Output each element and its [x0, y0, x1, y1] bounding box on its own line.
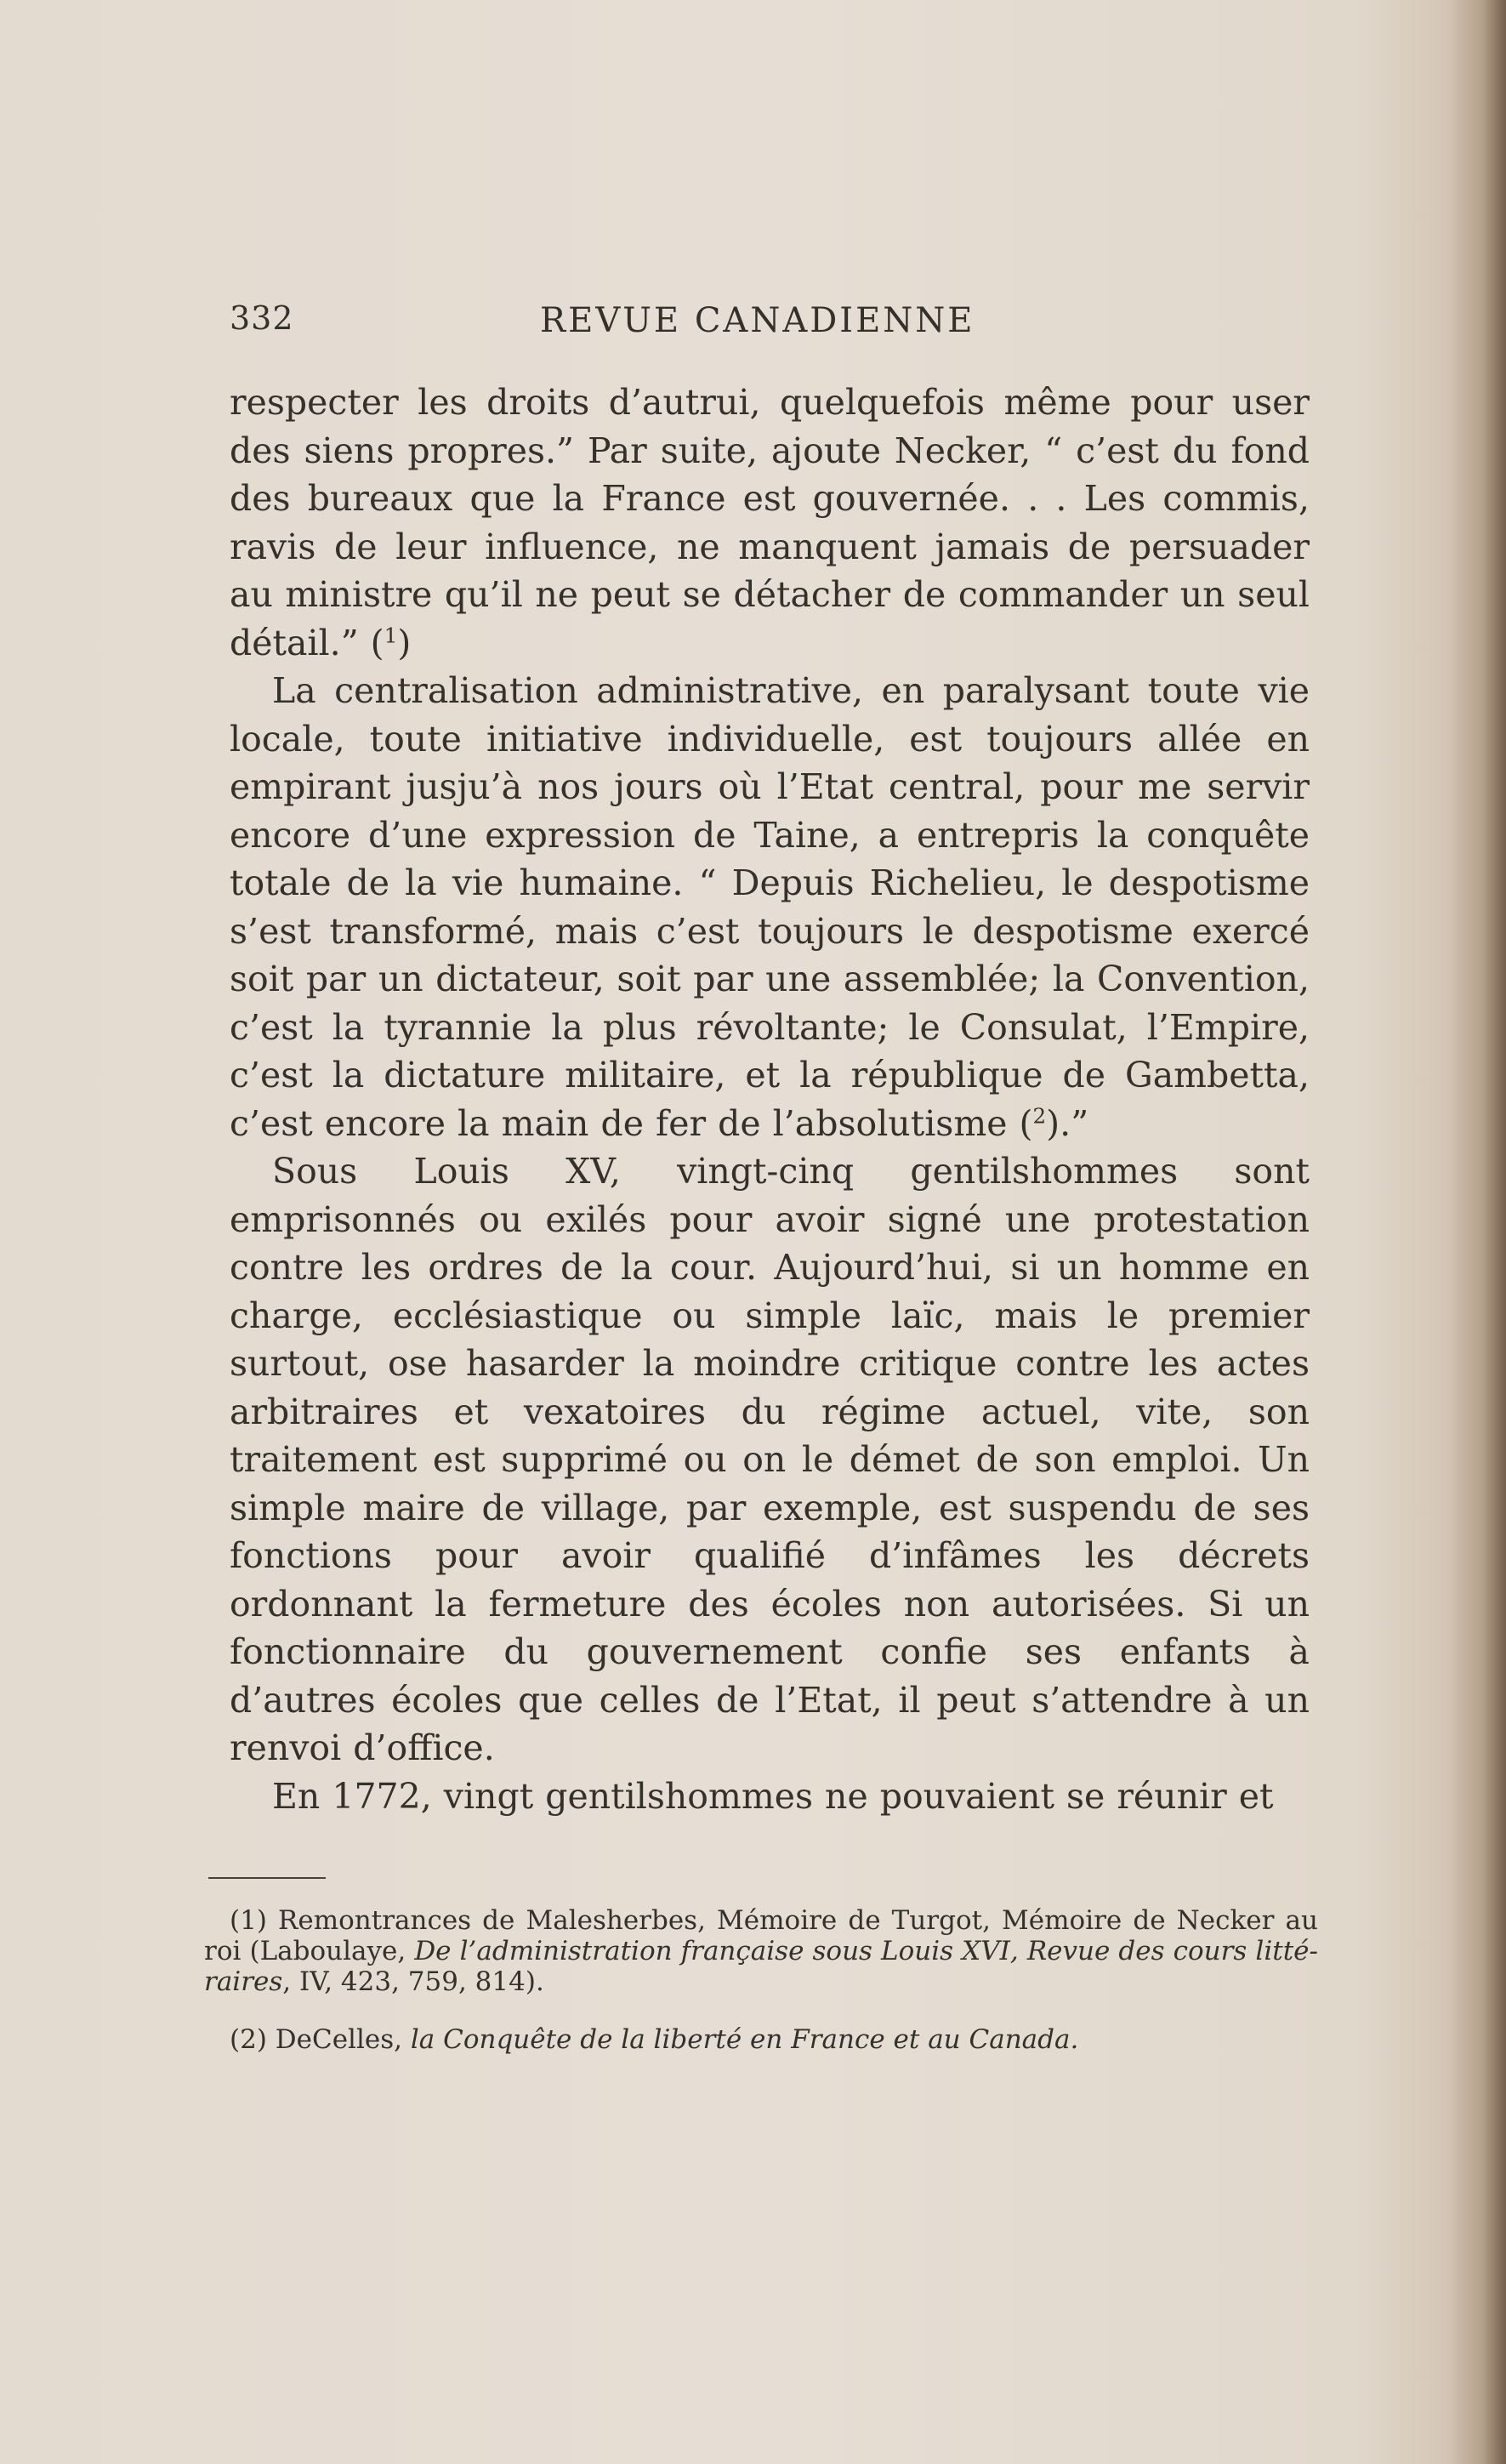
paragraph-1 — [230, 378, 1310, 667]
page-header — [230, 299, 1310, 350]
footnote-ref-2: 2 — [1032, 1102, 1047, 1128]
footnote-2-author: DeCelles, — [275, 2024, 411, 2055]
paragraph-1-text: respecter les droits d’autrui, quelquefois même pour user des siens propres.” Par suite, ajoute Necker, “ c’est du fond des bureaux que la France est gouvernée. . . Les commis, ravis de leur influence, ne manquent jamais de persuader au ministre qu’il ne peut se détacher de commander un seul détail.” ( — [230, 382, 1310, 663]
footnote-rule — [208, 1877, 326, 1879]
paragraph-1-close: ) — [397, 622, 412, 663]
page-number: 332 — [230, 299, 294, 337]
page-edge-shadow — [1446, 0, 1506, 2464]
footnote-1-refs: , IV, 423, 759, 814). — [282, 1966, 544, 1997]
footnotes — [204, 1905, 1318, 2055]
body-text — [230, 378, 1310, 1820]
footnote-1 — [204, 1905, 1318, 1997]
paragraph-2-text: La centralisation administrative, en paralysant toute vie locale, toute initiative individuelle, est toujours allée en empirant jusju’à nos jours où l’Etat central, pour me servir encore d’une expression de Taine, a entrepris la conquête totale de la vie humaine. “ Depuis Richelieu, le despotisme s’est transformé, mais c’est toujours le despotisme exercé soit par un dictateur, soit par une assemblée; la Convention, c’est la tyrannie la plus révoltante; le Consulat, l’Empire, c’est la dictature militaire, et la république de Gambetta, c’est encore la main de fer de l’absolutisme ( — [230, 670, 1310, 1144]
paragraph-3: Sous Louis XV, vingt-cinq gentilshommes sont emprisonnés ou exilés pour avoir signé une protestation contre les ordres de la cour. Aujourd’hui, si un homme en charge, ecclésiastique ou simple laïc, mais le premier surtout, ose hasarder la moindre critique contre les actes arbitraires et vexatoires du régime actuel, vite, son traitement est supprimé ou on le démet de son emploi. Un simple maire de village, par exemple, est suspendu de ses fonctions pour avoir qualifié d’infâmes les décrets ordonnant la fermeture des écoles non autorisées. Si un fonctionnaire du gouvernement confie ses enfants à d’autres écoles que celles de l’Etat, il peut s’attendre à un renvoi d’office. — [230, 1151, 1310, 1768]
running-title: REVUE CANADIENNE — [540, 301, 975, 340]
footnote-1-title: De l’administration française sous Louis XVI, Revue des cours littéraires — [204, 1936, 1318, 1997]
footnote-2-marker: (2) — [230, 2024, 267, 2055]
paragraph-2 — [230, 667, 1310, 1147]
footnote-2-title: la Conquête de la liberté en France et au Canada. — [410, 2024, 1079, 2055]
paragraph-4: En 1772, vingt gentilshommes ne pouvaient se réunir et — [272, 1775, 1274, 1817]
footnote-1-text: Remontrances de Malesherbes, Mémoire de Turgot, Mémoire de Necker au roi (Laboulaye, — [204, 1905, 1318, 1966]
footnote-2 — [204, 2024, 1318, 2055]
paragraph-2-close: ).” — [1046, 1102, 1089, 1144]
footnote-ref-1: 1 — [384, 622, 398, 647]
footnote-1-marker: (1) — [230, 1905, 267, 1936]
